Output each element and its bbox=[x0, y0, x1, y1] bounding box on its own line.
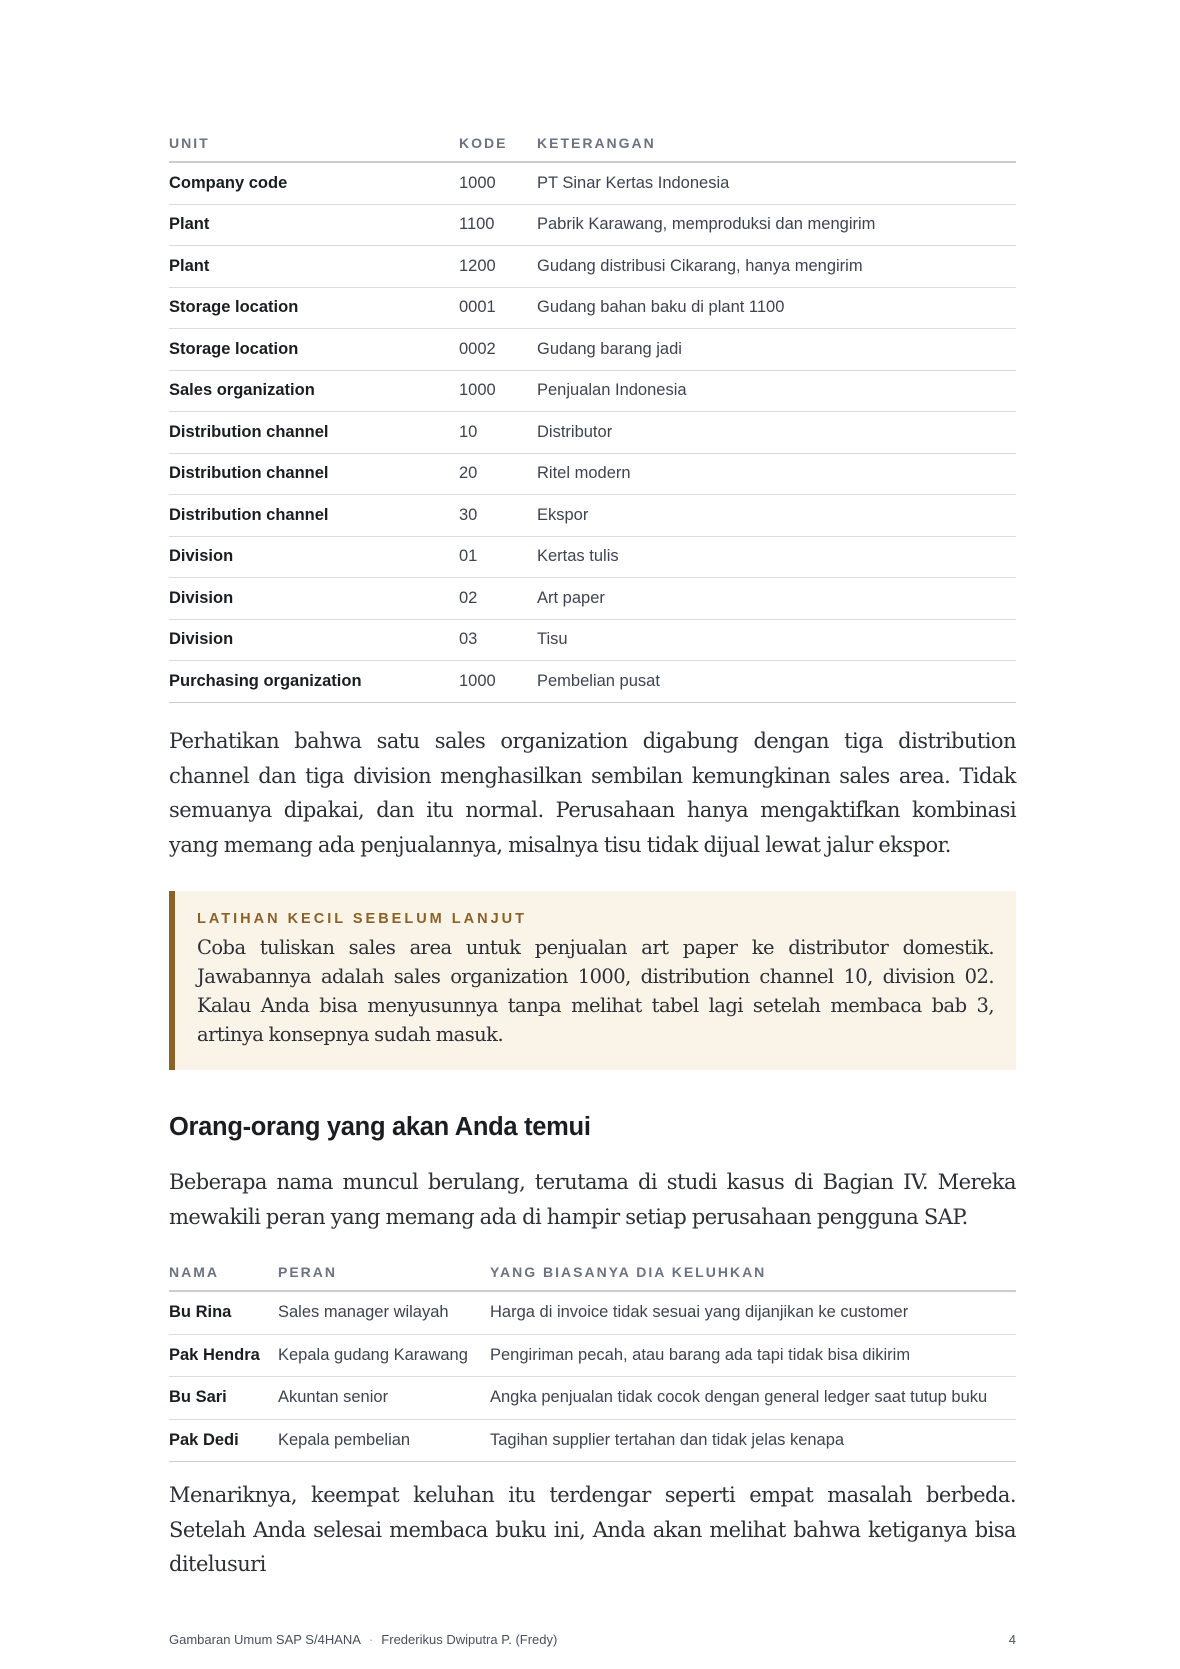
peran-cell: Sales manager wilayah bbox=[278, 1291, 490, 1334]
kode-cell: 1000 bbox=[459, 661, 537, 703]
table-row bbox=[169, 619, 1016, 661]
kode-cell: 0001 bbox=[459, 287, 537, 329]
unit-cell: Purchasing organization bbox=[169, 661, 459, 703]
unit-cell: Plant bbox=[169, 204, 459, 246]
kode-cell: 01 bbox=[459, 536, 537, 578]
kode-cell: 10 bbox=[459, 412, 537, 454]
keterangan-cell: Gudang bahan baku di plant 1100 bbox=[537, 287, 1016, 329]
column-header-peran: PERAN bbox=[278, 1254, 490, 1291]
unit-cell: Distribution channel bbox=[169, 453, 459, 495]
footer-credit bbox=[169, 1632, 557, 1647]
column-header-kode: KODE bbox=[459, 125, 537, 162]
unit-cell: Division bbox=[169, 578, 459, 620]
keterangan-cell: Distributor bbox=[537, 412, 1016, 454]
page-footer bbox=[169, 1632, 1016, 1652]
people-table bbox=[169, 1254, 1016, 1462]
peran-cell: Kepala pembelian bbox=[278, 1419, 490, 1462]
keterangan-cell: Pembelian pusat bbox=[537, 661, 1016, 703]
footer-author: Frederikus Dwiputra P. (Fredy) bbox=[381, 1632, 558, 1647]
unit-cell: Sales organization bbox=[169, 370, 459, 412]
body-paragraph-sales-area: Perhatikan bahwa satu sales organization digabung dengan tiga distribution channel dan tiga division menghasilkan sembilan kemungkinan sales area. Tidak semuanya dipakai, dan itu normal. Perusahaan hanya mengaktifkan kombinasi yang memang ada penjualannya, misalnya tisu tidak dijual lewat jalur ekspor. bbox=[169, 729, 1016, 857]
keluhan-cell: Angka penjualan tidak cocok dengan general ledger saat tutup buku bbox=[490, 1377, 1016, 1420]
column-header-keterangan: KETERANGAN bbox=[537, 125, 1016, 162]
org-units-table bbox=[169, 125, 1016, 703]
kode-cell: 1000 bbox=[459, 162, 537, 204]
table-row bbox=[169, 287, 1016, 329]
unit-cell: Division bbox=[169, 619, 459, 661]
peran-cell: Akuntan senior bbox=[278, 1377, 490, 1420]
keterangan-cell: Gudang barang jadi bbox=[537, 329, 1016, 371]
keterangan-cell: Kertas tulis bbox=[537, 536, 1016, 578]
table-header-row bbox=[169, 1254, 1016, 1291]
nama-cell: Bu Rina bbox=[169, 1291, 278, 1334]
kode-cell: 02 bbox=[459, 578, 537, 620]
page-number: 4 bbox=[1008, 1632, 1016, 1647]
body-paragraph-conclusion: Menariknya, keempat keluhan itu terdengar seperti empat masalah berbeda. Setelah Anda selesai membaca buku ini, Anda akan melihat bahwa ketiganya bisa ditelusuri bbox=[169, 1483, 1016, 1576]
unit-cell: Storage location bbox=[169, 287, 459, 329]
table-row bbox=[169, 536, 1016, 578]
callout-body: Coba tuliskan sales area untuk penjualan art paper ke distributor domestik. Jawabannya adalah sales organization 1000, distribution channel 10, division 02. Kalau Anda bisa menyusunnya tanpa melihat tabel lagi setelah membaca bab 3, artinya konsepnya sudah masuk. bbox=[197, 936, 994, 1046]
body-paragraph-people-intro: Beberapa nama muncul berulang, terutama di studi kasus di Bagian IV. Mereka mewakili peran yang memang ada di hampir setiap perusahaan pengguna SAP. bbox=[169, 1170, 1016, 1229]
unit-cell: Company code bbox=[169, 162, 459, 204]
table-row bbox=[169, 661, 1016, 703]
table-row bbox=[169, 453, 1016, 495]
keterangan-cell: Pabrik Karawang, memproduksi dan mengirim bbox=[537, 204, 1016, 246]
unit-cell: Distribution channel bbox=[169, 495, 459, 537]
column-header-unit: UNIT bbox=[169, 125, 459, 162]
keterangan-cell: Art paper bbox=[537, 578, 1016, 620]
keluhan-cell: Harga di invoice tidak sesuai yang dijanjikan ke customer bbox=[490, 1291, 1016, 1334]
callout-title: LATIHAN KECIL SEBELUM LANJUT bbox=[197, 911, 527, 927]
section-heading: Orang-orang yang akan Anda temui bbox=[169, 1113, 591, 1141]
keluhan-cell: Tagihan supplier tertahan dan tidak jelas kenapa bbox=[490, 1419, 1016, 1462]
table-row bbox=[169, 412, 1016, 454]
kode-cell: 0002 bbox=[459, 329, 537, 371]
keterangan-cell: Gudang distribusi Cikarang, hanya mengirim bbox=[537, 246, 1016, 288]
table-row bbox=[169, 1419, 1016, 1462]
kode-cell: 1100 bbox=[459, 204, 537, 246]
table-row bbox=[169, 1377, 1016, 1420]
kode-cell: 1200 bbox=[459, 246, 537, 288]
unit-cell: Division bbox=[169, 536, 459, 578]
table-row bbox=[169, 162, 1016, 204]
footer-book-title: Gambaran Umum SAP S/4HANA bbox=[169, 1632, 361, 1647]
kode-cell: 30 bbox=[459, 495, 537, 537]
table-header-row bbox=[169, 125, 1016, 162]
footer-separator: · bbox=[368, 1632, 374, 1647]
table-row bbox=[169, 246, 1016, 288]
unit-cell: Plant bbox=[169, 246, 459, 288]
keterangan-cell: Tisu bbox=[537, 619, 1016, 661]
nama-cell: Pak Dedi bbox=[169, 1419, 278, 1462]
nama-cell: Pak Hendra bbox=[169, 1334, 278, 1377]
table-row bbox=[169, 329, 1016, 371]
column-header-keluhan: YANG BIASANYA DIA KELUHKAN bbox=[490, 1254, 1016, 1291]
unit-cell: Distribution channel bbox=[169, 412, 459, 454]
table-row bbox=[169, 578, 1016, 620]
table-row bbox=[169, 1334, 1016, 1377]
kode-cell: 03 bbox=[459, 619, 537, 661]
peran-cell: Kepala gudang Karawang bbox=[278, 1334, 490, 1377]
kode-cell: 20 bbox=[459, 453, 537, 495]
table-row bbox=[169, 204, 1016, 246]
table-row bbox=[169, 495, 1016, 537]
keterangan-cell: Penjualan Indonesia bbox=[537, 370, 1016, 412]
keluhan-cell: Pengiriman pecah, atau barang ada tapi tidak bisa dikirim bbox=[490, 1334, 1016, 1377]
exercise-callout bbox=[169, 891, 1016, 1070]
keterangan-cell: PT Sinar Kertas Indonesia bbox=[537, 162, 1016, 204]
table-row bbox=[169, 370, 1016, 412]
table-row bbox=[169, 1291, 1016, 1334]
kode-cell: 1000 bbox=[459, 370, 537, 412]
nama-cell: Bu Sari bbox=[169, 1377, 278, 1420]
keterangan-cell: Ritel modern bbox=[537, 453, 1016, 495]
keterangan-cell: Ekspor bbox=[537, 495, 1016, 537]
unit-cell: Storage location bbox=[169, 329, 459, 371]
column-header-nama: NAMA bbox=[169, 1254, 278, 1291]
